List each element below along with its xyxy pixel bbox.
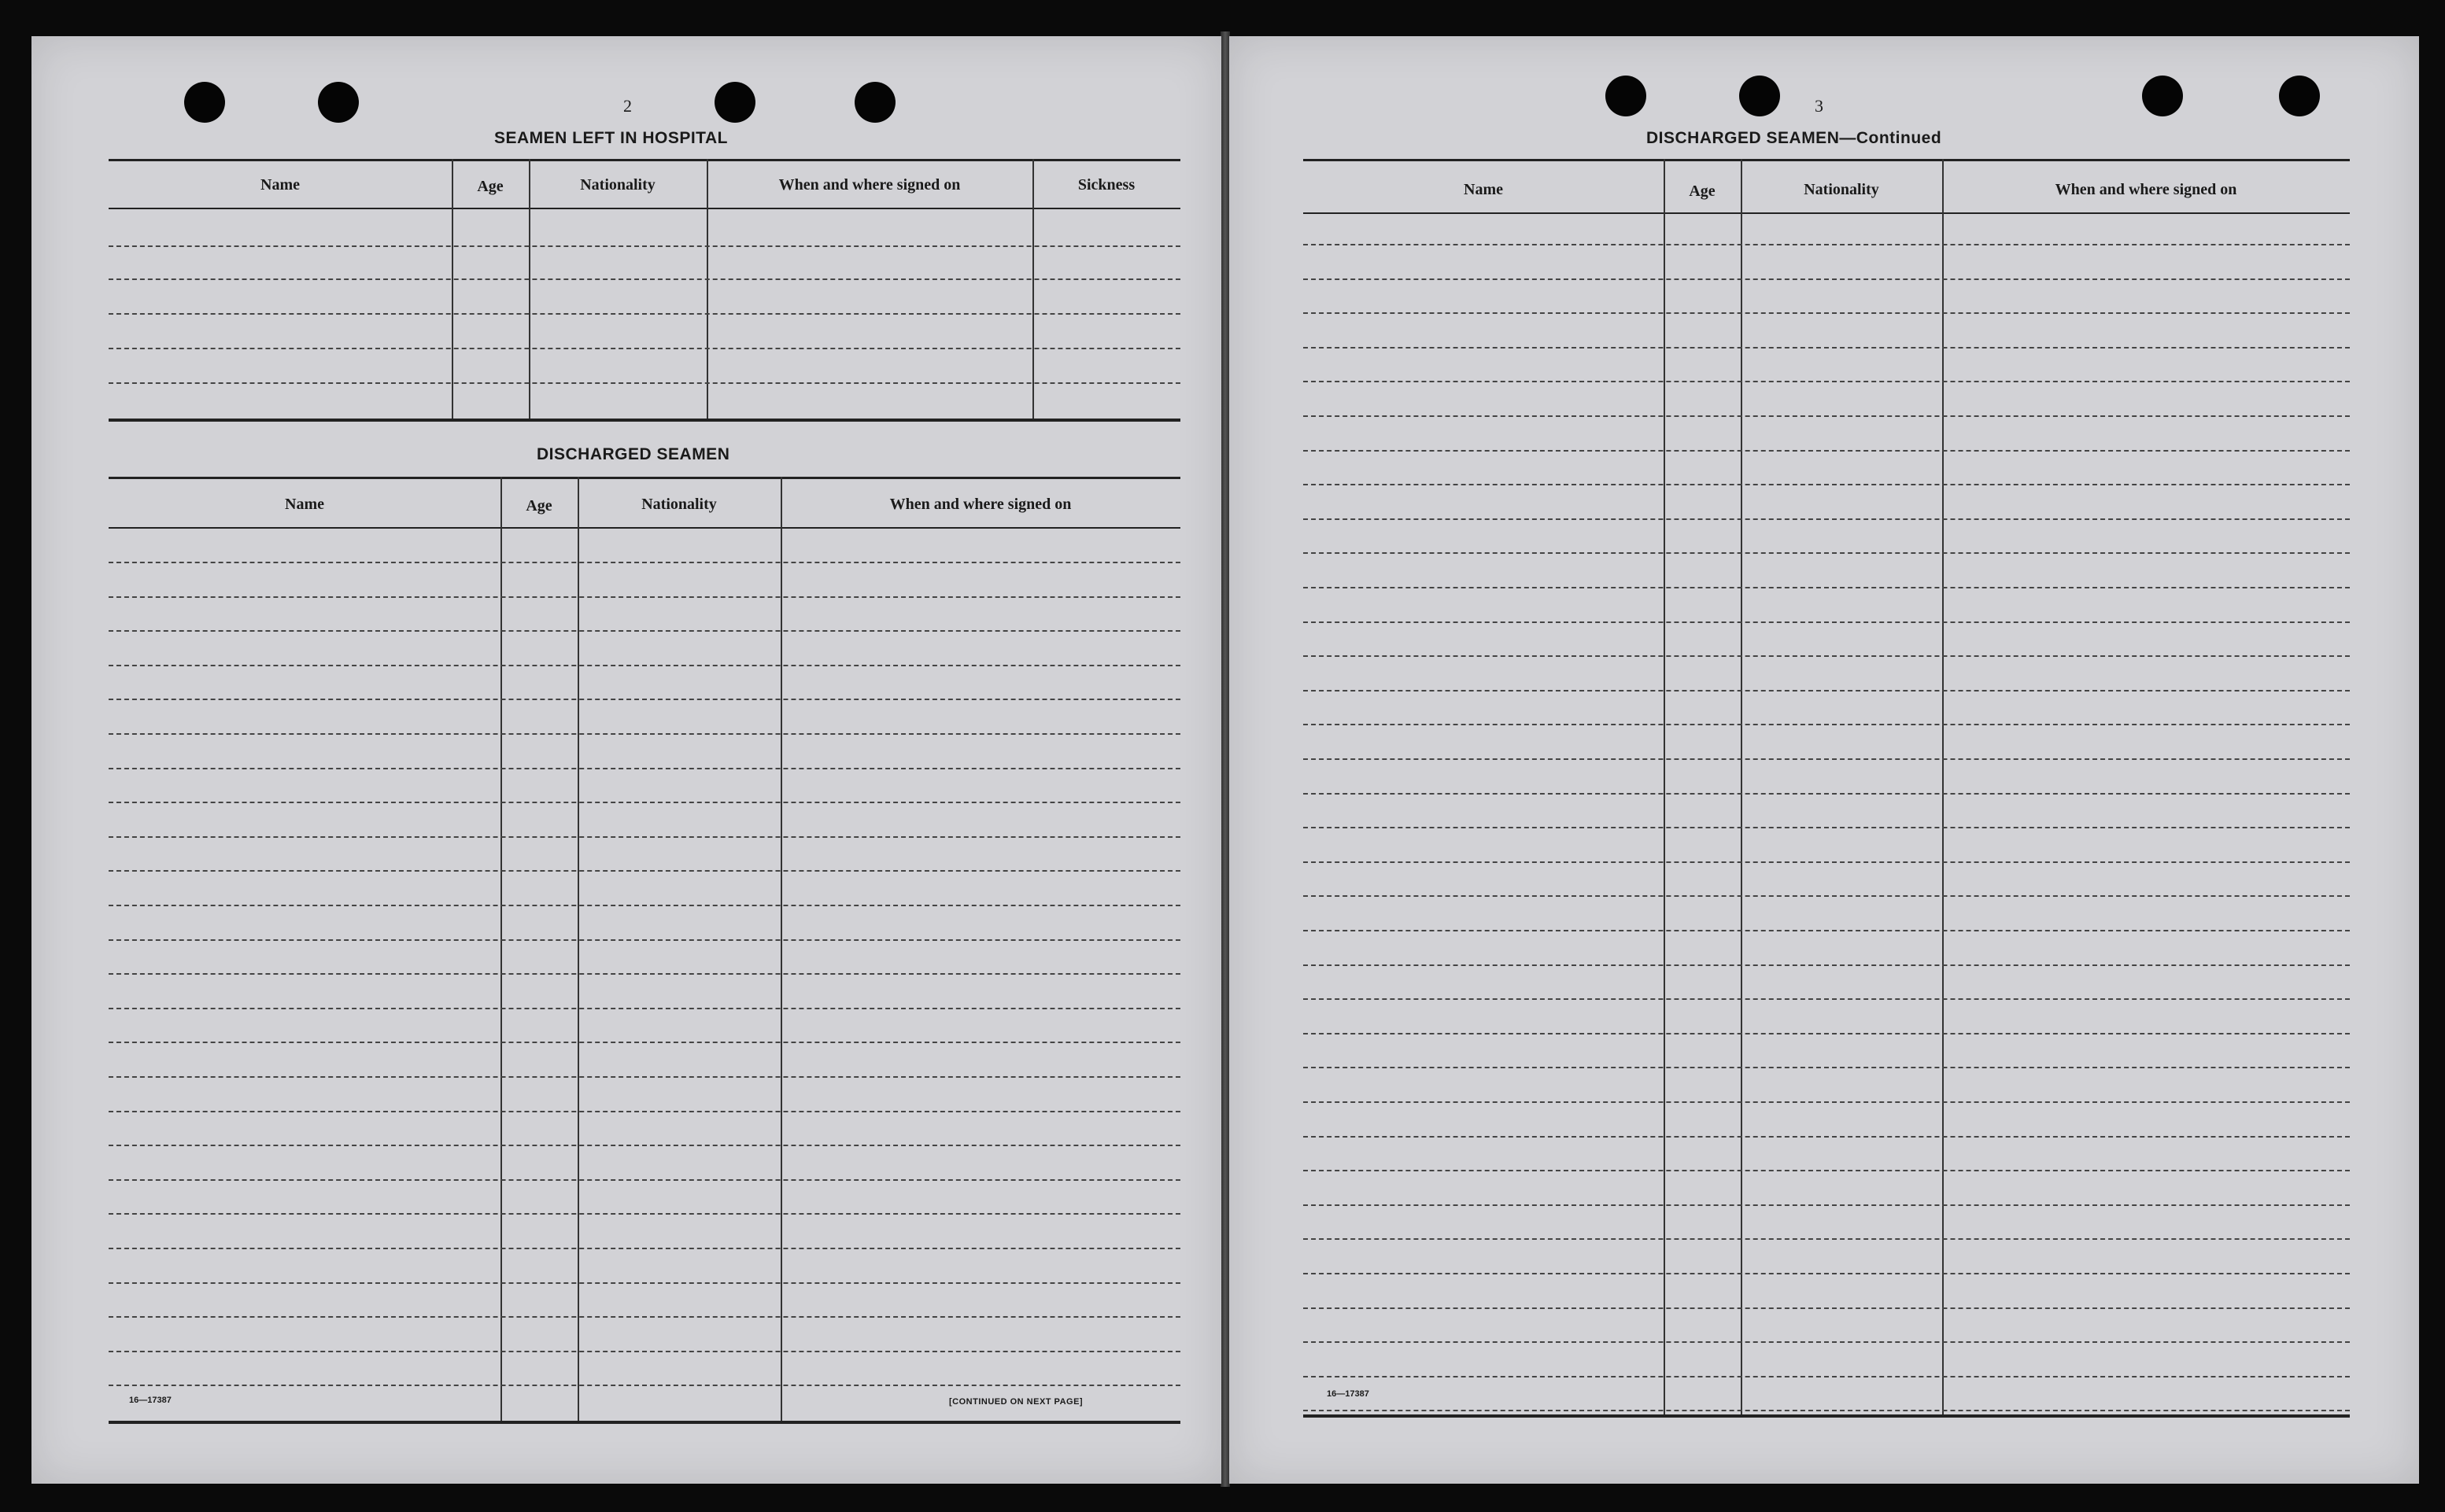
table-row: [109, 382, 1180, 384]
table-row: [109, 1316, 1180, 1318]
table-row: [1303, 1410, 2350, 1411]
table-row: [109, 1111, 1180, 1112]
table-row: [109, 1145, 1180, 1146]
table-row: [1303, 793, 2350, 795]
hospital-table: [109, 159, 1180, 426]
section-title-main: DISCHARGED SEAMEN: [1646, 129, 1840, 147]
table-row: [1303, 587, 2350, 588]
form-code: 16—17387: [129, 1396, 172, 1405]
table-row: [1303, 552, 2350, 554]
table-row: [109, 596, 1180, 598]
table-row: [109, 348, 1180, 349]
table-row: [109, 630, 1180, 632]
column-header-age: Age: [477, 178, 504, 195]
column-header-signed-on: When and where signed on: [778, 176, 961, 194]
punch-hole: [2142, 76, 2183, 116]
table-row: [109, 1351, 1180, 1352]
table-row: [1303, 690, 2350, 691]
table-row: [1303, 312, 2350, 314]
discharged-table: [1303, 159, 2350, 1418]
table-row: [109, 802, 1180, 803]
column-header-signed-on: When and where signed on: [889, 496, 1072, 513]
column-header-age: Age: [1689, 183, 1716, 200]
table-row: [1303, 1273, 2350, 1274]
punch-hole: [715, 82, 755, 123]
table-row: [1303, 1204, 2350, 1206]
discharged-continued-title: [1646, 129, 1941, 148]
column-header-name: Name: [1464, 181, 1503, 198]
table-row: [1303, 861, 2350, 863]
table-row: [1303, 1238, 2350, 1240]
table-row: [109, 1042, 1180, 1043]
table-row: [1303, 1307, 2350, 1309]
table-row: [109, 1282, 1180, 1284]
column-header-sickness: Sickness: [1077, 176, 1136, 194]
page-number: 2: [623, 96, 633, 116]
form-code: 16—17387: [1327, 1389, 1369, 1399]
continued-note: [CONTINUED ON NEXT PAGE]: [949, 1397, 1084, 1407]
table-row: [109, 665, 1180, 666]
punch-hole: [318, 82, 359, 123]
table-row: [109, 1076, 1180, 1078]
table-row: [109, 1213, 1180, 1215]
table-row: [1303, 381, 2350, 382]
table-row: [109, 905, 1180, 906]
table-row: [1303, 758, 2350, 760]
punch-hole: [2279, 76, 2320, 116]
table-row: [109, 278, 1180, 280]
table-row: [1303, 1341, 2350, 1343]
table-row: [1303, 1033, 2350, 1034]
table-row: [1303, 484, 2350, 485]
table-row: [109, 562, 1180, 563]
table-row: [1303, 621, 2350, 623]
page-number: 3: [1815, 96, 1824, 116]
table-row: [109, 768, 1180, 769]
punch-hole: [855, 82, 896, 123]
table-row: [109, 1385, 1180, 1386]
table-row: [109, 939, 1180, 941]
table-row: [109, 973, 1180, 975]
table-row: [1303, 278, 2350, 280]
table-row: [109, 1179, 1180, 1181]
table-row: [109, 870, 1180, 872]
column-header-nationality: Nationality: [1804, 181, 1879, 198]
right-page: [1229, 36, 2419, 1484]
column-header-age: Age: [526, 497, 552, 514]
table-row: [1303, 518, 2350, 520]
table-row: [1303, 450, 2350, 452]
section-title-suffix: —Continued: [1839, 129, 1942, 147]
hospital-section-title: SEAMEN LEFT IN HOSPITAL: [494, 129, 728, 147]
table-row: [109, 1008, 1180, 1009]
table-row: [1303, 827, 2350, 828]
table-row: [109, 699, 1180, 700]
table-row: [1303, 655, 2350, 657]
table-row: [1303, 930, 2350, 931]
table-row: [109, 245, 1180, 247]
column-header-name: Name: [285, 496, 324, 513]
table-row: [1303, 895, 2350, 897]
table-row: [1303, 347, 2350, 348]
table-row: [1303, 724, 2350, 725]
table-row: [1303, 998, 2350, 1000]
column-header-signed-on: When and where signed on: [2055, 181, 2237, 198]
table-row: [109, 313, 1180, 315]
column-header-name: Name: [260, 176, 300, 194]
table-row: [1303, 964, 2350, 966]
table-row: [109, 836, 1180, 838]
table-row: [1303, 1067, 2350, 1068]
table-row: [1303, 1170, 2350, 1171]
table-row: [109, 1248, 1180, 1249]
table-row: [1303, 244, 2350, 245]
table-row: [1303, 1136, 2350, 1138]
punch-hole: [1605, 76, 1646, 116]
column-header-nationality: Nationality: [641, 496, 717, 513]
column-header-nationality: Nationality: [580, 176, 656, 194]
left-page: [31, 36, 1221, 1484]
discharged-section-title: DISCHARGED SEAMEN: [537, 445, 730, 463]
punch-hole: [184, 82, 225, 123]
punch-hole: [1739, 76, 1780, 116]
table-row: [1303, 1376, 2350, 1377]
table-row: [1303, 1101, 2350, 1103]
table-row: [109, 733, 1180, 735]
discharged-table: [109, 477, 1180, 1436]
table-row: [1303, 415, 2350, 417]
